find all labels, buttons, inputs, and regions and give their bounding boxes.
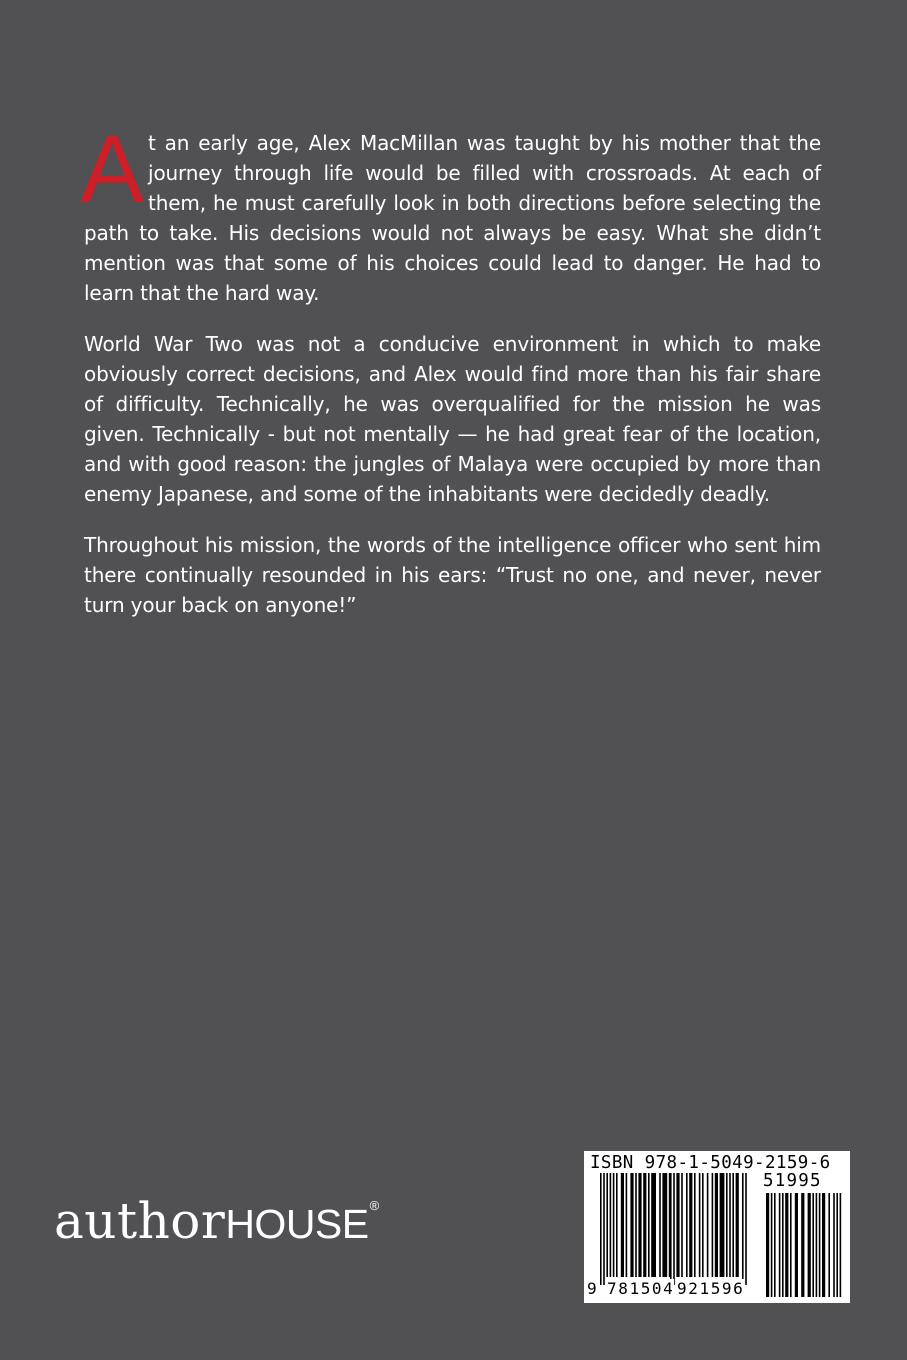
barcode-addon-bar <box>836 1193 838 1297</box>
barcode-guard-bar <box>670 1173 672 1285</box>
blurb-paragraph-3: Throughout his mission, the words of the intelligence officer who sent him there continually resounded in his ears: “Trust no one, and never, never turn your back on anyone!” <box>84 533 821 617</box>
barcode-bar <box>621 1173 624 1277</box>
barcode-addon-bar <box>808 1193 811 1297</box>
registered-mark: ® <box>369 1198 380 1213</box>
barcode-addon-bar <box>785 1193 788 1297</box>
isbn-label: ISBN 978-1-5049-2159-6 <box>590 1153 831 1173</box>
barcode-bar <box>651 1173 656 1277</box>
barcode-addon-bar <box>771 1193 773 1297</box>
barcode-bar <box>736 1173 739 1277</box>
barcode-addon-bar <box>779 1193 781 1297</box>
blurb-paragraph-2: World War Two was not a conducive environment in which to make obviously correct decisions, and Alex would find more than his fair share of difficulty. Technically, he was overqualified for the mission he was given. Technically - but not mentally — he had great fear of the location, and with good reason: the jungles of Malaya were occupied by more than enemy Japanese, and some of the inhabitants were decidedly deadly. <box>84 332 821 506</box>
publisher-logo-author: author <box>54 1192 226 1250</box>
barcode-guard-bar <box>600 1173 602 1285</box>
barcode-bar <box>676 1173 679 1277</box>
barcode-bar <box>662 1173 667 1277</box>
blurb-paragraph-1-text: t an early age, Alex MacMillan was taught by his mother that the journey through life would be filled with crossroads. At each of them, he must carefully look in both directions before selecting the path to take. His decisions would not always be easy. What she didn’t mention was that some of his choices could lead to danger. He had to learn that the hard way. <box>84 131 821 305</box>
barcode-bar <box>689 1173 692 1277</box>
barcode-bar <box>635 1173 637 1277</box>
barcode-bar <box>699 1173 701 1277</box>
barcode-bar <box>648 1173 650 1277</box>
barcode-addon-bar <box>766 1193 769 1297</box>
barcode-addon-bar <box>812 1193 814 1297</box>
price-code: 51995 <box>763 1171 822 1191</box>
ean-right-digits: 921596 <box>677 1279 745 1298</box>
barcode-bar <box>638 1173 641 1277</box>
barcode-bar <box>732 1173 734 1277</box>
drop-cap: A <box>80 116 143 223</box>
barcode-bar <box>681 1173 683 1277</box>
barcode-addon-bar <box>816 1193 818 1297</box>
barcode-bar <box>606 1173 608 1277</box>
barcode-bar <box>726 1173 728 1277</box>
barcode-bar <box>720 1173 725 1277</box>
ean-left-digits: 781504 <box>607 1279 675 1298</box>
barcode-addon-bar <box>790 1193 792 1297</box>
ean-first-digit: 9 <box>587 1279 597 1298</box>
blurb-paragraph-1 <box>80 116 821 308</box>
barcode-bar <box>630 1173 633 1277</box>
publisher-logo <box>54 1192 379 1262</box>
barcode-addon-bar <box>819 1193 821 1297</box>
barcode-guard-bar <box>745 1173 747 1285</box>
barcode-addon-bar <box>782 1193 784 1297</box>
barcode-addon-bar <box>801 1193 804 1297</box>
barcode-addon-bar <box>828 1193 830 1297</box>
barcode-addon-bar <box>774 1193 776 1297</box>
barcode-bar <box>610 1173 612 1277</box>
publisher-logo-house: HOUSE <box>225 1201 369 1247</box>
barcode-guard-bar <box>742 1173 744 1285</box>
barcode-bar <box>616 1173 618 1277</box>
barcode-bar <box>707 1173 709 1277</box>
barcode-bar <box>729 1173 731 1277</box>
barcode-bar <box>686 1173 688 1277</box>
barcode-addon-bar <box>822 1193 825 1297</box>
barcode-bar <box>694 1173 696 1277</box>
barcode-addon-bar <box>833 1193 835 1297</box>
barcode-bar <box>643 1173 646 1277</box>
isbn-barcode <box>584 1151 850 1303</box>
barcode-addon-bar <box>795 1193 798 1297</box>
barcode-addon-bar <box>840 1193 842 1297</box>
barcode-bar <box>613 1173 615 1277</box>
barcode-guard-bar <box>673 1173 675 1285</box>
barcode-bar <box>626 1173 628 1277</box>
barcode-bar <box>702 1173 704 1277</box>
barcode-guard-bar <box>603 1173 605 1285</box>
barcode-bar <box>712 1173 714 1277</box>
barcode-bar <box>715 1173 718 1277</box>
blurb <box>80 116 821 641</box>
barcode-bar <box>659 1173 661 1277</box>
